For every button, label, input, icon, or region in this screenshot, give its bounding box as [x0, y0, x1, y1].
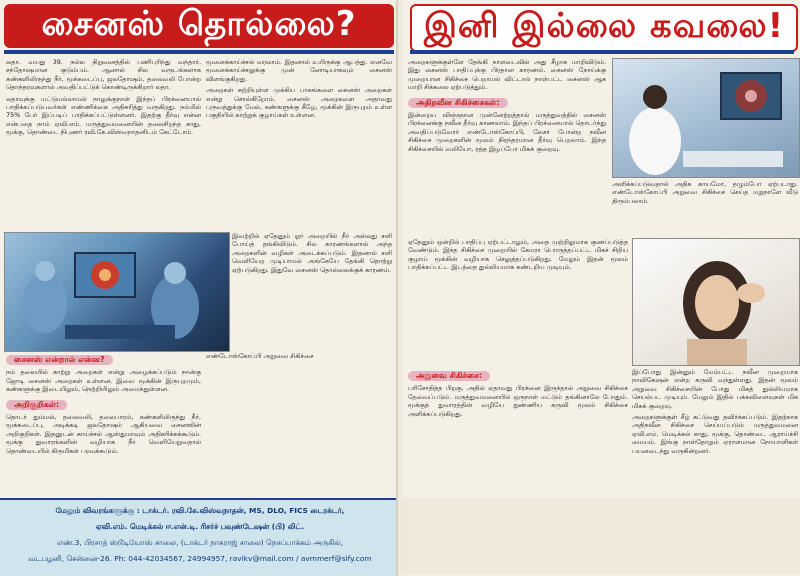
left-page	[0, 0, 398, 576]
footer-line-4: வடபழனி, சென்னை-26. Ph: 044-42034567, 24994957, ravikv@mail.com / avmmerf@sify.com	[28, 554, 372, 563]
side-text: இப்போது இன்னும் மேம்பட்ட நவீன முறையாக நாவிகேஷன் என்ற கருவி வந்துள்ளது. இதன் மூலம் அறுவை சிகிச்சையின் போது மிகத் துல்லியமாக செயல்பட முடியும். மேலும் இதில் பக்கவிளைவுகள் மிக மிகக் குறைவு.	[632, 368, 798, 410]
doctor-photo	[612, 58, 800, 178]
section-surgery-text: பரிசோதித்த பிறகு, அதில் ஏதாவது பிரச்னை இருந்தால் அறுவை சிகிச்சை தேவைப்படும். மருத்துவமனையில் ஒருநாள் மட்டும் தங்கினாலே போதும். மூக்குத் துவாரத்தின் வழியே நுண்ணிய கருவி மூலம் சிகிச்சை அளிக்கப்படுகிறது.	[408, 384, 628, 418]
left-headline: சைனஸ் தொல்லை?	[4, 4, 394, 48]
middle-paragraph-1: மூளைக்காய்ச்சல் வரலாம். இதனால் உயிருக்கு ஆபத்து. எனவே மூளைக்காய்ச்சலுக்கு முன் னோடியாகவும் சைனஸ் விளங்குகிறது.	[206, 58, 392, 83]
left-column-2c	[206, 352, 392, 494]
woman-illustration	[633, 239, 799, 365]
intro-paragraph-2: லதாவுக்கு மட்டுமல்லாமல் நாலுக்குநாள் இந்தப் பிரச்னையால் பாதிக்கப்படுபவர்கள் எண்ணிக்கை அதிகரித்து வருகிறது. நம்மில் 75% பேர் இப்படிப் பாதிக்கப்பட்டுள்ளனர். இதற்கு தீர்வு என்ன என்பதை நாம் ஏவி.எம். மருத்துவமனையின் தலைசிறந்த காது, மூக்கு, தொண்டை நிபுணர் ரவி.கே.விஸ்வநாதனிடம் கேட்டோம்.	[6, 94, 201, 137]
footer-line-3: எண்.3, பிரசாத் ஸ்டூடியோஸ் சாலை, (டாக்டர் நாகராஜ் சாலை) நெசப்பாக்கம் அருகில்,	[57, 538, 343, 547]
section-what-text: நம் தலையில் காற்று அறைகள் என்று அழைக்கப்படும் நான்கு ஜோடி சைனஸ் அறைகள் உள்ளன. இவை மூக்கின் இருபுறமும், கண்களுக்கு இடையிலும், நெற்றியிலும் அமைந்துள்ளன.	[6, 368, 201, 394]
doctor-caption: அளிக்கப்படுவதால் அதிக காயமோ, தழும்போ ஏற்படாது. எண்டோஸ்கோப்பி அறுவை சிகிச்சை செய்த மறுநாளே வீடு திரும்பலாம்.	[612, 180, 798, 205]
middle-paragraph-2: அறைகள் சுற்றியுள்ள முக்கிய பாகங்களை சைனஸ் அறைகள் என்று சொல்கிறோம். சைனஸ் அறைகளை அதாவது புருவத்துக்கு மேல், கண்களுக்கு கீழே, மூக்கின் இருபுறம் உள்ள பகுதியில் காற்றுக் குழாய்கள் உள்ளன.	[206, 86, 392, 120]
headline-underline-right	[410, 50, 794, 54]
headline-underline	[4, 50, 394, 54]
left-column-1	[6, 58, 201, 230]
section-what-title: சைனஸ் என்றால் என்ன?	[6, 355, 113, 365]
contact-footer	[0, 498, 398, 576]
right-bottom-text: அறைகளுக்குள் சீழ் கட்டுவது தவிர்க்கப்படும். இதற்காக அதிநவீன சிகிச்சை செய்யப்படும் மருத்துவமனை ஏவி.எம். மெடிக்கல் காது, மூக்கு, தொண்டை ஆராய்ச்சி மையம். இங்கு நாள்தோறும் ஏராளமான நோயாளிகள் பயனடைந்து வருகின்றனர்.	[632, 413, 798, 455]
left-column-2b	[232, 232, 392, 350]
right-column-2	[632, 368, 798, 494]
section-new-title: அதிநவீன சிகிச்சைகள்:	[408, 98, 508, 108]
middle-paragraph-3: இவற்றில் ஏதேனும் ஓர் அறையில் நீர் அல்லது சளி போய்த் தங்கிவிடும். சில காரணங்களால் அந்த அறைகளின் வழிகள் அடைக்கப்படும். இதனால் சளி வெளியேற முடியாமல் அங்கேயே தேங்கி தொற்று ஏற்படுகிறது. இதுவே சைனஸ் தொல்லைக்குக் காரணம்.	[232, 232, 392, 274]
doctor-illustration	[613, 59, 799, 177]
woman-headache-photo	[632, 238, 800, 366]
left-column-1b	[6, 352, 201, 494]
section-symptoms-title: அறிகுறிகள்:	[6, 400, 67, 410]
mid-text: ஏதேனும் ஒன்றில் பாதிப்பு ஏற்பட்டாலும், அதை முற்றிலுமாக குணப்படுத்த வேண்டும். இந்த சிகிச்சை முறையில் கேமரா பொருத்தப்பட்ட மிகச் சிறிய குழாய் மூக்கின் வழியாக செலுத்தப்படுகிறது. மேலும் இதன் மூலம் பாதிக்கப்பட்ட இடத்தை துல்லியமாக கண்டறிய முடியும்.	[408, 238, 628, 272]
section-surgery-title: அறுவை சிகிச்சை:	[408, 371, 490, 381]
right-headline: இனி இல்லை கவலை!	[410, 4, 798, 52]
surgery-illustration	[5, 233, 229, 351]
right-page-margin	[402, 498, 800, 574]
right-page	[402, 0, 800, 576]
right-column-1	[408, 58, 606, 234]
doctor-caption-block	[612, 180, 798, 236]
right-intro-text: அறைகளுக்குள்ளே தேங்கி நாளடைவில் அது சீழாக மாறிவிடும். இது சைனஸ் பாதிப்புக்கு பிரதான காரணம். சைனஸ் நோய்க்கு முறையான சிகிச்சை பெறாமல் விட்டால் நாள்பட்ட சைனஸ் ஆக மாறி சிக்கலை ஏற்படுத்தும்.	[408, 58, 606, 92]
surgery-caption: எண்டோஸ்கோப்பி அறுவை சிகிச்சை	[206, 352, 314, 360]
right-column-1b	[408, 238, 628, 364]
footer-line-2: ஏவி.எம். மெடிக்கல் ஈ.என்.டி. ரிசர்ச் பவுண்டேஷன் (பி) லிட்.	[95, 522, 305, 531]
left-column-2	[206, 58, 392, 230]
footer-line-1: மேலும் விவரங்களுக்கு : டாக்டர். ரவி.கே.விஸ்வநாதன், MS, DLO, FICS டைரக்டர்,	[55, 506, 345, 515]
intro-paragraph-1: லதா. வயது 39. நல்ல நிறுவனத்தில் பணிபுரிந்து வந்தார். சந்தோஷமான குடும்பம். ஆனால் சில வருடங்களாக கண்களிலிருந்து நீர், மூக்கடைப்பு, ஜலதோஷம், தலைவலி போன்ற தொந்தரவுகளால் அவதிப்பட்டுக் கொண்டிருக்கிறார் லதா.	[6, 58, 201, 92]
section-new-text: இன்றைய விஞ்ஞான முன்னேற்றத்தால் மருத்துவத்தில் சைனஸ் பிரச்னைக்கு நவீன தீர்வு காணலாம். இந்தப் பிரச்னையால் தொடர்ந்து அவதிப்படுவோர் எண்டோஸ்கோப்பி, லேசர் போன்ற நவீன சிகிச்சை முறைகளின் மூலம் நிரந்தரமான தீர்வு பெறலாம். இந்த சிகிச்சையில் வலியோ, ரத்த இழப்போ மிகக் குறைவு.	[408, 111, 606, 153]
section-symptoms-text: தொடர் தும்மல், தலைவலி, தலைபாரம், கண்களிலிருந்து நீர், மூக்கடைப்பு, அடிக்கடி ஜலதோஷம் ஆகியவை சைனஸின் அறிகுறிகள். இதனுடன் காய்ச்சல் ஆஸ்துமாவும் அதிகரிக்கக்கூடும். மூக்கு துவாரங்களின் வழியாக நீர் வெளியேறுவதால் தொண்டையில் கிருமிகள் பரவக்கூடும்.	[6, 413, 201, 455]
surgery-photo	[4, 232, 230, 352]
right-column-1c	[408, 368, 628, 494]
